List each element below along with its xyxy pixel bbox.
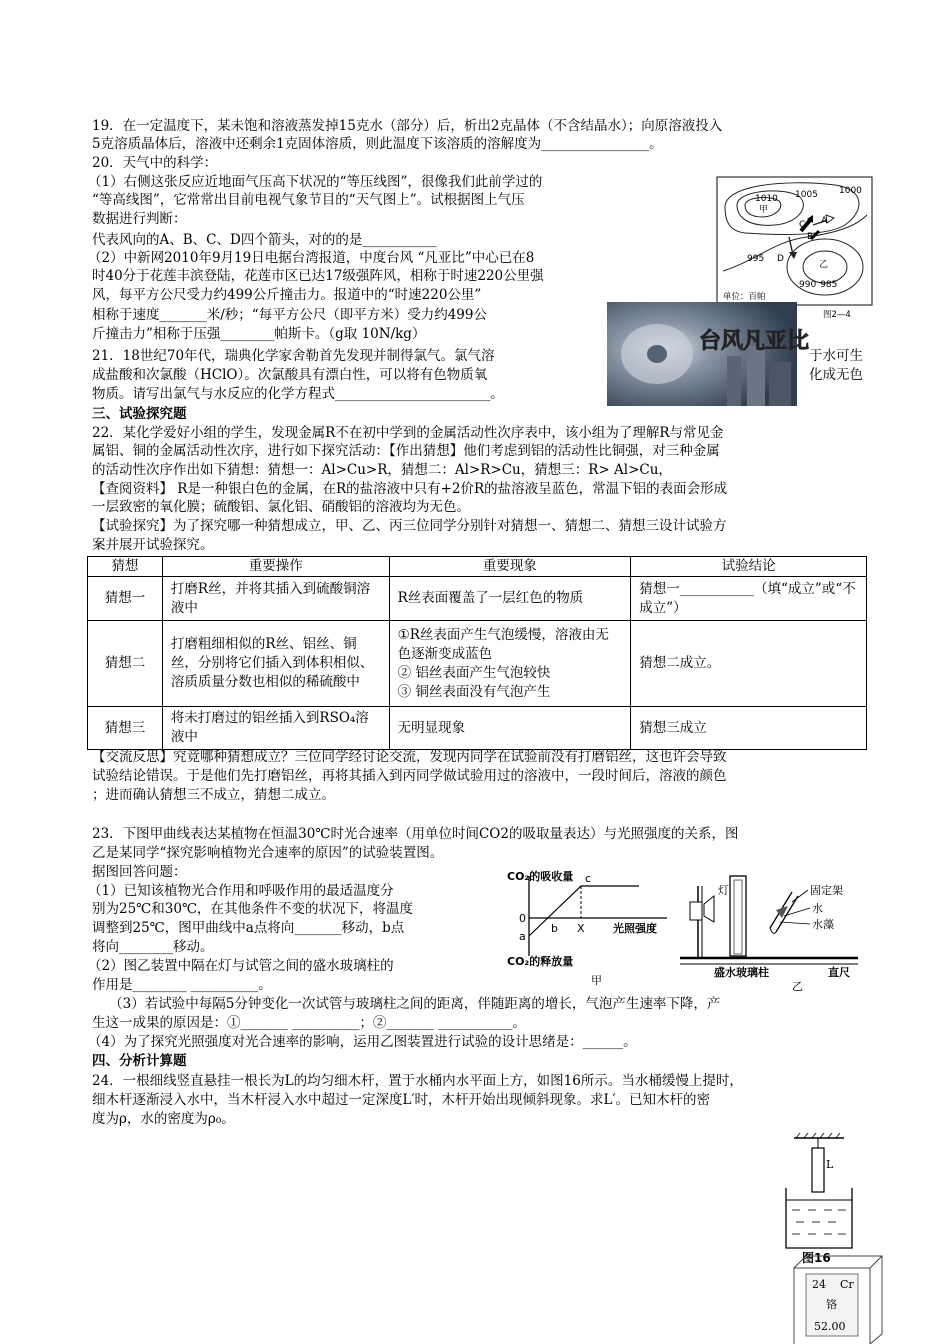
section-4-heading: 四、分析计算题 — [92, 1053, 187, 1069]
q22-line3: 的活动性次序作出如下猜想：猜想一：Al>Cu>R，猜想二：Al>R>Cu，猜想三：R> Al>Cu， — [92, 462, 672, 478]
q21-line1a: 21．18世纪70年代，瑞典化学家舍勒首先发现并制得氯气。氯气溶 — [92, 348, 495, 364]
q22-line5: 一层致密的氧化膜；硫酸铝、氯化铝、硝酸铝的溶液均为无色。 — [92, 499, 470, 515]
q21-line1b: 于水可生 — [809, 348, 863, 364]
q23-line9: 作用是________ __________。 — [92, 977, 272, 993]
q23-line6: 调整到25℃，图甲曲线中a点将向_______移动，b点 — [92, 920, 405, 936]
element-number: 24 — [812, 1278, 826, 1291]
apparatus-ruler-label: 直尺 — [828, 966, 850, 979]
q22-line7: 案并展开试验探究。 — [92, 537, 214, 553]
q21-line2a: 成盐酸和次氯酸（HClO）。次氯酸具有漂白性，可以将有色物质氧 — [92, 367, 488, 383]
graph-point-a: a — [519, 930, 526, 943]
table-header-cell: 重要操作 — [162, 557, 389, 577]
element-name: 铬 — [826, 1298, 837, 1311]
isobar-unit: 单位：百帕 — [723, 292, 766, 302]
q24-line2: 细木杆逐渐浸入水中，当木杆浸入水中超过一定深度L′时，木杆开始出现倾斜现象。求L′。已知木杆的密 — [92, 1092, 711, 1108]
table-cell: 猜想一 — [88, 577, 163, 621]
q23-line1: 23．下图甲曲线表达某植物在恒温30℃时光合速率（用单位时间CO2的吸取量表达）与光照强度的关系，图 — [92, 826, 739, 842]
q24-line3: 度为ρ，水的密度为ρ₀。 — [92, 1111, 235, 1127]
photosynthesis-apparatus — [680, 872, 865, 992]
isobar-label-yi: 乙 — [819, 260, 829, 270]
table-cell: 猜想一___________（填“成立”或“不成立”） — [631, 577, 867, 621]
graph-point-c: c — [585, 872, 592, 885]
q23-line2: 乙是某同学“探究影响植物光合速率的原因”的试验装置图。 — [92, 845, 444, 861]
table-row — [88, 577, 867, 621]
q24-line1: 24．一根细线竖直悬挂一根长为L的均匀细木杆，置于水桶内水平面上方，如图16所示。当水桶缓慢上提时， — [92, 1073, 743, 1089]
typhoon-photo — [607, 302, 810, 406]
q21-line3: 物质。请写出氯气与水反应的化学方程式_______________________。 — [92, 386, 504, 402]
q19-line1: 19．在一定温度下，某未饱和溶液蒸发掉15克水（部分）后，析出2克晶体（不含结晶水）；向原溶液投入 — [92, 118, 723, 134]
q22-line6: 【试验探究】为了探究哪一种猜想成立，甲、乙、丙三位同学分别针对猜想一、猜想二、猜想三设计试验方 — [92, 518, 727, 534]
q23-line3: 据图回答问题： — [92, 864, 187, 880]
graph-ylabel-bottom: CO₂的释放量 — [507, 955, 574, 968]
q20-line6: 时40分于花莲丰滨登陆，花莲市区已达17级强阵风，相称于时速220公里强 — [92, 268, 544, 284]
apparatus-water-label: 水 — [812, 902, 823, 915]
q20-title: 20．天气中的科学： — [92, 155, 218, 171]
apparatus-glass-label: 盛水玻璃柱 — [714, 966, 769, 979]
graph-point-b: b — [551, 922, 558, 935]
table-cell: 打磨粗细相似的R丝、铝丝、铜丝，分别将它们插入到体积相似、溶质质量分数也相似的稀硫酸中 — [162, 621, 389, 707]
apparatus-caption: 乙 — [792, 980, 803, 993]
graph-xlabel: 光照强度 — [613, 922, 657, 935]
table-header-row — [88, 557, 867, 577]
table-header-cell: 试验结论 — [631, 557, 867, 577]
isobar-label-1010: 1010 — [755, 194, 778, 204]
q21-line2b: 化成无色 — [809, 367, 863, 383]
graph-caption: 甲 — [591, 974, 602, 987]
q20-line4: 代表风向的A、B、C、D四个箭头，对的的是___________ — [92, 232, 437, 248]
q22-reflect-line3: ；进而确认猜想三不成立，猜想二成立。 — [92, 787, 335, 803]
q22-line1: 22．某化学爱好小组的学生，发现金属R不在初中学到的金属活动性次序表中，该小组为了理解R与常见金 — [92, 425, 724, 441]
q22-reflect-line2: 试验结论错误。于是他们先打磨铝丝，再将其插入到丙同学做试验用过的溶液中，一段时间后，溶液的颜色 — [92, 768, 727, 784]
isobar-arrow-b: B — [807, 232, 814, 242]
q20-line3: 数据进行判断： — [92, 211, 187, 227]
table-cell: 猜想二 — [88, 621, 163, 707]
q23-line12: （4）为了探究光照强度对光合速率的影响，运用乙图装置进行试验的设计思绪是：______。 — [88, 1034, 637, 1050]
q23-line4: （1）已知该植物光合作用和呼吸作用的最适温度分 — [88, 883, 394, 899]
table-cell: 猜想二成立。 — [631, 621, 867, 707]
graph-origin: 0 — [519, 912, 526, 925]
isobar-arrow-d: D — [777, 254, 784, 264]
isobar-map-figure — [715, 175, 875, 323]
apparatus-stand-label: 固定架 — [810, 884, 843, 897]
q20-line8: 相称于速度_______米/秒；“每平方公尺（即平方米）受力约499公 — [92, 307, 487, 323]
table-cell: 将未打磨过的铝丝插入到RSO₄溶液中 — [162, 707, 389, 750]
isobar-label-1000: 1000 — [839, 186, 862, 196]
element-mass: 52.00 — [814, 1320, 846, 1333]
isobar-caption: 图2—4 — [823, 310, 851, 320]
table-cell: R丝表面覆盖了一层红色的物质 — [389, 577, 631, 621]
table-cell: 猜想三成立 — [631, 707, 867, 750]
q20-line7: 风，每平方公尺受力约499公斤撞击力。报道中的“时速220公里” — [92, 287, 482, 303]
element-card-cr — [792, 1254, 884, 1344]
q20-line2: “等高线图”，它常常出目前电视气象节目的“天气图上”。试根据图上气压 — [92, 192, 525, 208]
q22-line2: 属铝、铜的金属活动性次序，进行如下探究活动：【作出猜想】他们考虑到铝的活动性比铜强，对三种金属 — [92, 443, 720, 459]
photosynthesis-graph — [505, 868, 675, 988]
isobar-arrow-a: A — [821, 216, 828, 226]
isobar-arrow-c: C — [799, 220, 806, 230]
isobar-label-1005: 1005 — [795, 190, 818, 200]
q22-reflect-line1: 【交流反思】究竟哪种猜想成立？三位同学经讨论交流，发现丙同学在试验前没有打磨铝丝，这也许会导致 — [92, 749, 727, 765]
q20-line9: 斤撞击力”相称于压强________帕斯卡。（g取 10N/kg） — [92, 326, 426, 342]
isobar-label-990-985: 990 985 — [799, 280, 838, 290]
fig16-label-l: L — [826, 1158, 834, 1171]
q20-line5: （2）中新网2010年9月19日电据台湾报道，中度台风 “凡亚比”中心已在8 — [88, 250, 535, 266]
table-header-cell: 重要现象 — [389, 557, 631, 577]
table-header-cell: 猜想 — [88, 557, 163, 577]
table-cell: ①R丝表面产生气泡缓慢，溶液由无色逐渐变成蓝色 ② 铝丝表面产生气泡较快 ③ 铜丝表面没有气泡产生 — [389, 621, 631, 707]
apparatus-algae-label: 水藻 — [812, 918, 834, 931]
experiment-table — [87, 556, 867, 750]
table-cell: 无明显现象 — [389, 707, 631, 750]
table-cell: 打磨R丝，并将其插入到硫酸铜溶液中 — [162, 577, 389, 621]
apparatus-lamp-label: 灯 — [718, 884, 729, 897]
isobar-label-995: 995 — [747, 254, 765, 264]
q23-line7: 将向________移动。 — [92, 939, 214, 955]
typhoon-title: 台风凡亚比 — [699, 329, 810, 354]
q22-line4: 【查阅资料】 R是一种银白色的金属，在R的盐溶液中只有+2价R的盐溶液呈蓝色，常温下铝的表面会形成 — [92, 481, 728, 497]
table-row — [88, 707, 867, 750]
fig16-caption: 图16 — [802, 1251, 831, 1265]
q20-line1: （1）右侧这张反应近地面气压高下状况的“等压线图”，很像我们此前学过的 — [88, 174, 543, 190]
q23-line11: 生这一成果的原因是：①_______ __________；②_______ ___________。 — [92, 1015, 526, 1031]
isobar-label-jia: 甲 — [759, 205, 769, 215]
q23-line5: 别为25℃和30℃，在其他条件不变的状况下，将温度 — [92, 901, 414, 917]
table-row — [88, 621, 867, 707]
element-symbol: Cr — [840, 1278, 854, 1291]
q23-line8: （2）图乙装置中隔在灯与试管之间的盛水玻璃柱的 — [88, 958, 394, 974]
graph-ylabel-top: CO₂的吸收量 — [507, 870, 574, 883]
q19-line2: 5克溶质晶体后，溶液中还剩余1克固体溶质，则此温度下该溶质的溶解度为________________。 — [92, 136, 663, 152]
q23-line10: （3）若试验中每隔5分钟变化一次试管与玻璃柱之间的距离，伴随距离的增长，气泡产生速率下降，产 — [92, 996, 721, 1012]
section-3-heading: 三、试验探究题 — [92, 406, 187, 422]
graph-point-x: X — [577, 922, 585, 935]
table-cell: 猜想三 — [88, 707, 163, 750]
figure-16-rod-in-bucket — [780, 1130, 860, 1266]
